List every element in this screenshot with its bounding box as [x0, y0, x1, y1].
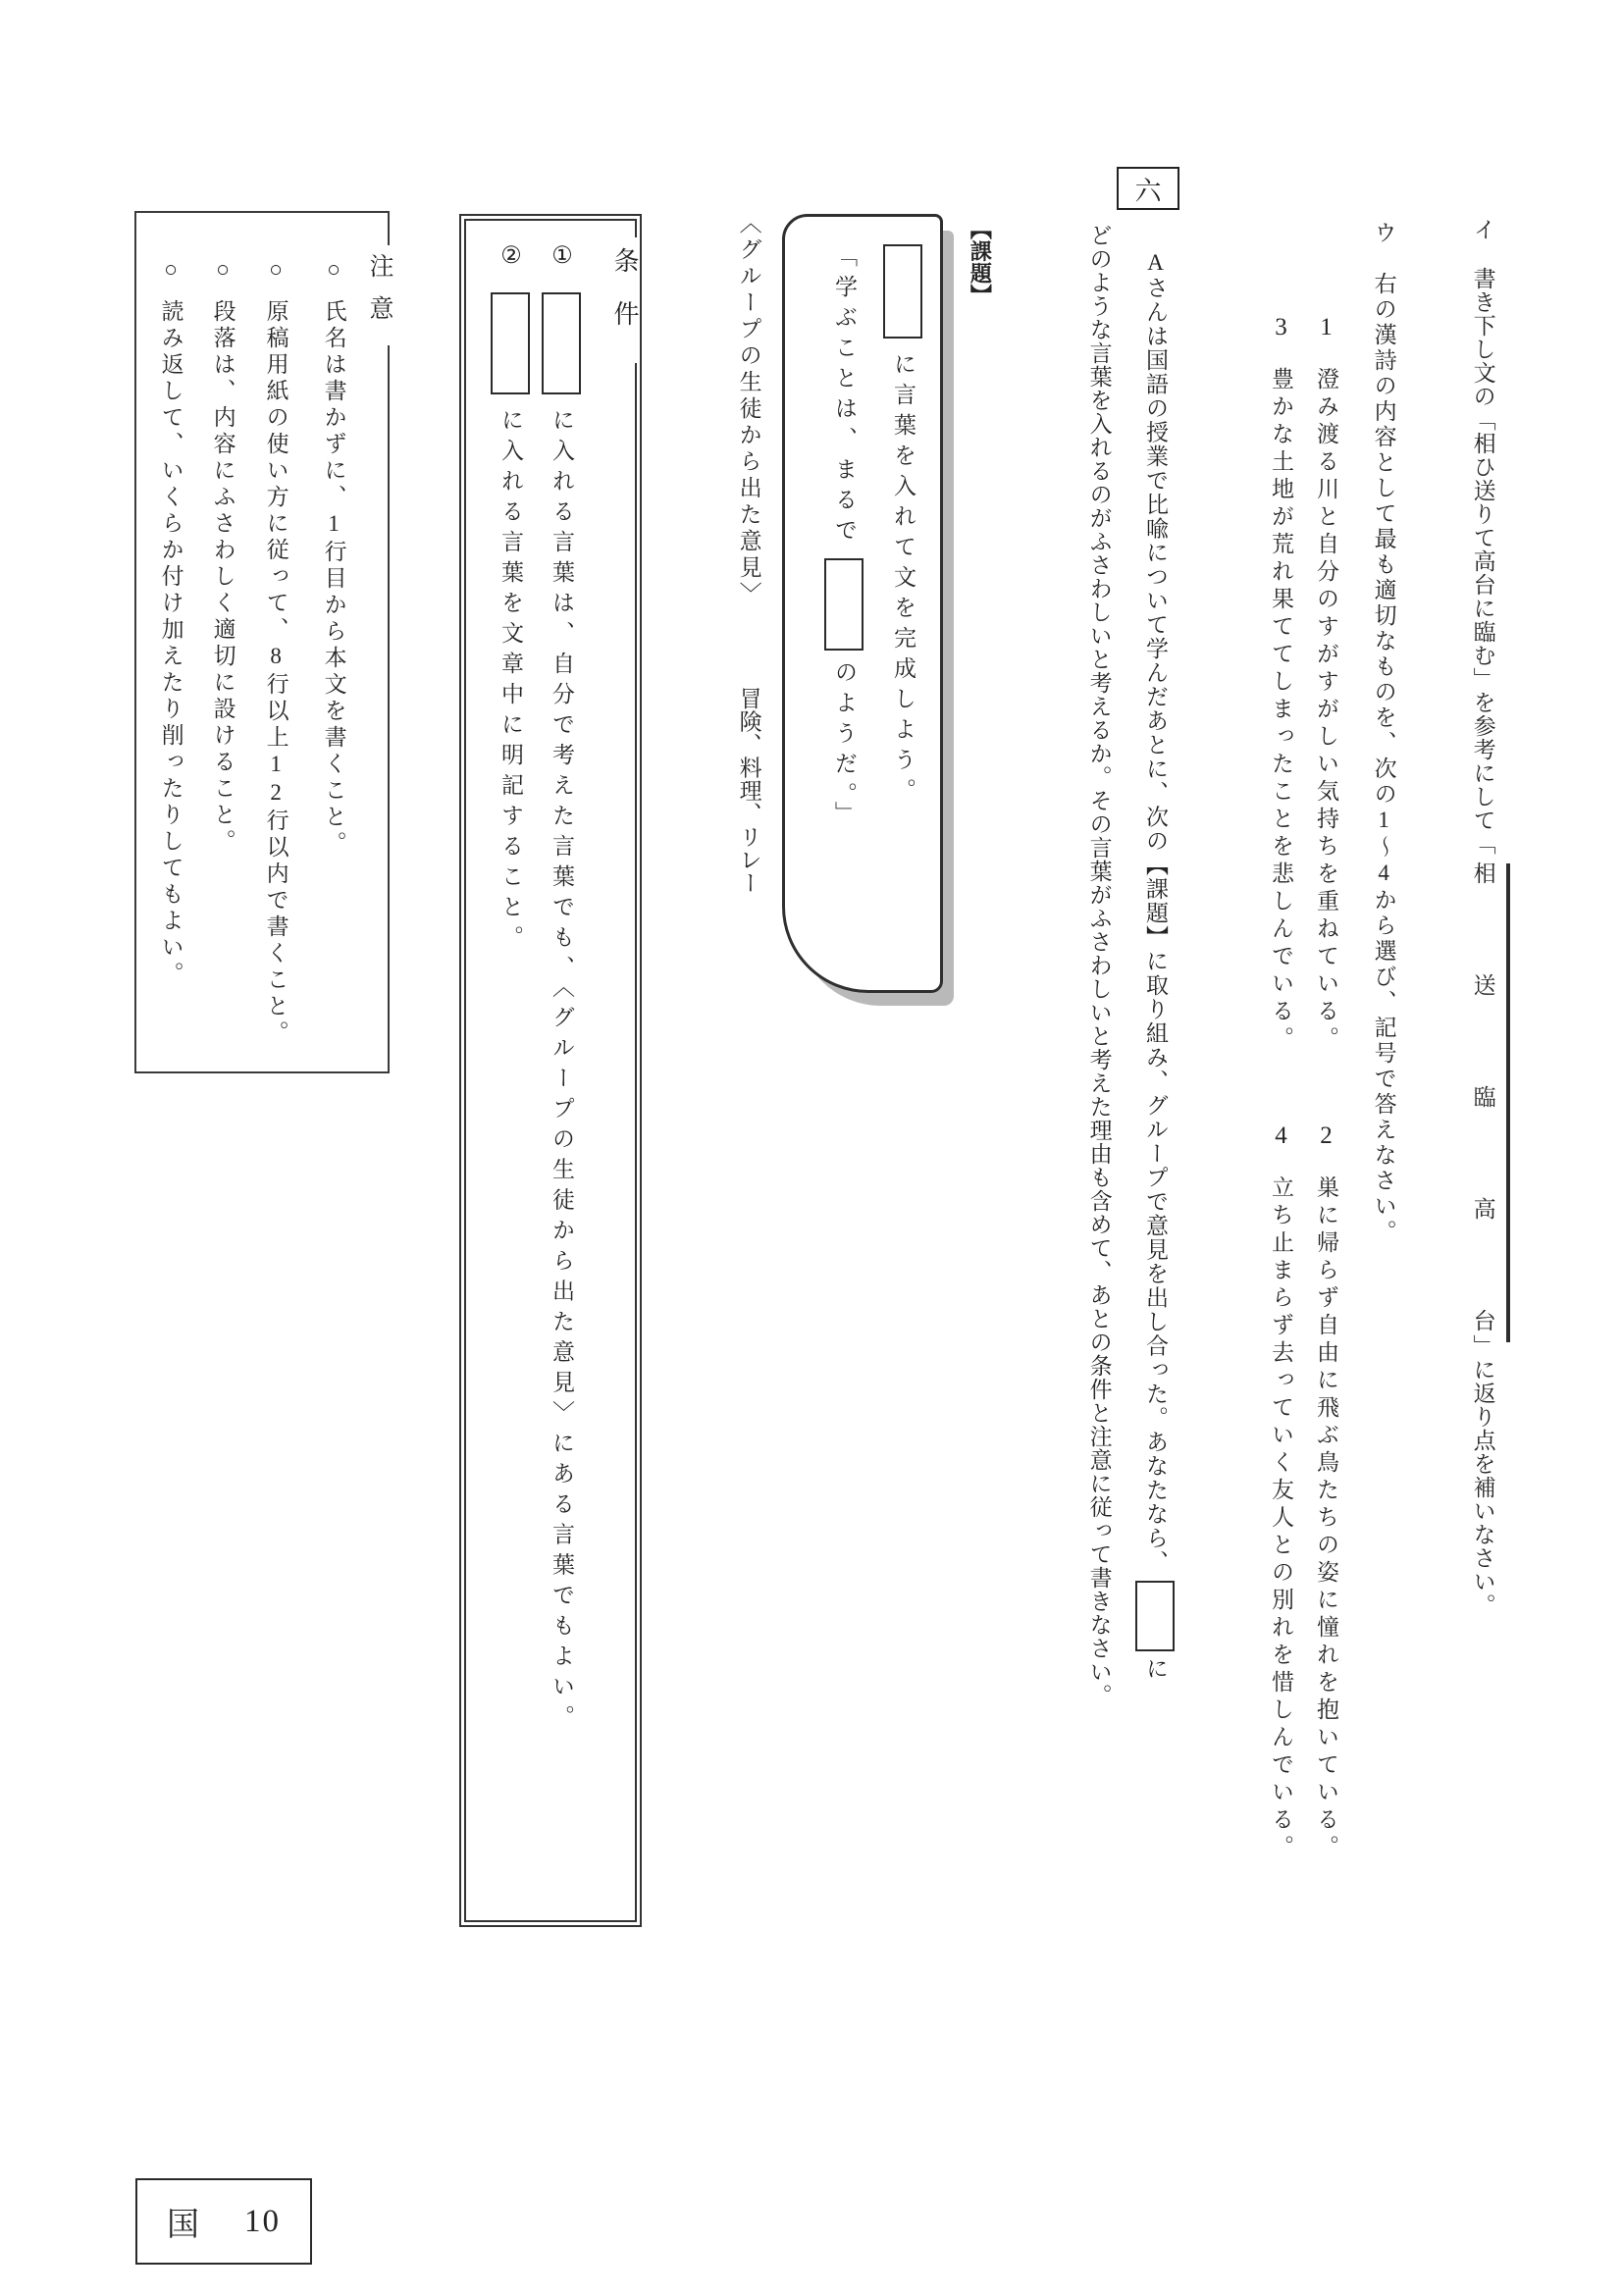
- note-item-3: ○段落は、内容にふさわしく適切に設けること。: [210, 257, 236, 856]
- choice-1-text: 澄み渡る川と自分のすがすがしい気持ちを重ねている。: [1314, 367, 1338, 1054]
- intro-line-2-text: どのような言葉を入れるのがふさわしいと考えるか。その言葉がふさわしいと考えた理由も含めて、あとの条件と注意に従って書きなさい。: [1086, 224, 1112, 1707]
- conditions-title: 条件: [608, 237, 640, 363]
- kanbun-close-bracket: 」: [1470, 1334, 1495, 1358]
- choice-4-number: 4: [1268, 1122, 1294, 1154]
- note-bullet: ○: [263, 257, 288, 286]
- kanbun-guide-rule: [1506, 863, 1510, 1342]
- kanbun-char: 送: [1470, 973, 1495, 997]
- kadai-label: 【課題】: [968, 218, 993, 306]
- kadai-line-1-text: に言葉を入れて文を完成しよう。: [891, 352, 916, 809]
- intro-line-1: [1135, 250, 1175, 1681]
- notes-title: 注意: [365, 245, 393, 345]
- condition-1-number: ①: [549, 241, 574, 277]
- choice-2-text: 巣に帰らず自由に飛ぶ鳥たちの姿に憧れを抱いている。: [1314, 1175, 1338, 1862]
- choice-3-number: 3: [1268, 314, 1294, 345]
- question-u: [1370, 221, 1397, 1245]
- kadai-box: [782, 214, 943, 993]
- kanbun-char: 臨: [1470, 1085, 1495, 1109]
- question-i-text-after: に返り点を補いなさい。: [1470, 1358, 1495, 1617]
- choice-column-3-4: [1266, 314, 1295, 1862]
- question-u-label: ウ: [1371, 221, 1396, 246]
- kadai-line-1: [883, 240, 922, 809]
- subject-label: 国: [167, 2207, 199, 2243]
- opinions-heading: 〈グループの生徒から出た意見〉: [736, 211, 761, 608]
- question-u-text: 右の漢詩の内容として最も適切なものを、次の1〜4から選び、記号で答えなさい。: [1371, 272, 1396, 1245]
- question-i-label: イ: [1470, 218, 1495, 241]
- kanbun-char: 台: [1470, 1309, 1495, 1332]
- condition-2-text: に入れる言葉を文章中に明記すること。: [498, 408, 523, 956]
- kanbun-open-bracket: 「: [1470, 832, 1495, 856]
- section-six-number: 六: [1134, 176, 1162, 206]
- kanbun-char: 相: [1470, 861, 1495, 885]
- page-number: 10: [244, 2203, 281, 2239]
- kadai-line-2-after: のようだ。」: [832, 660, 857, 832]
- intro-line-1-tail: に: [1143, 1656, 1168, 1681]
- choice-4-text: 立ち止まらず去っていく友人との別れを惜しんでいる。: [1269, 1175, 1293, 1862]
- blank-box-condition-1: [542, 292, 581, 394]
- footer-page-box: [135, 2178, 312, 2265]
- condition-2: [491, 241, 530, 956]
- intro-line-2: [1085, 224, 1113, 1707]
- blank-box-intro: [1135, 1581, 1175, 1651]
- condition-2-number: ②: [497, 241, 523, 277]
- question-i-text: 書き下し文の「相ひ送りて高台に臨む」を参考にして: [1470, 267, 1495, 832]
- condition-1: [542, 241, 581, 1736]
- blank-box-condition-2: [491, 292, 530, 394]
- choice-3-text: 豊かな土地が荒れ果ててしまったことを悲しんでいる。: [1269, 367, 1293, 1054]
- note-bullet: ○: [158, 257, 183, 286]
- blank-box-kadai-1: [883, 244, 922, 339]
- choice-column-1-2: [1311, 314, 1340, 1862]
- note-bullet: ○: [321, 257, 346, 286]
- section-six-number-box: [1117, 167, 1179, 210]
- note-item-2: ○原稿用紙の使い方に従って、8行以上12行以内で書くこと。: [263, 257, 288, 1047]
- intro-line-1-text: Aさんは国語の授業で比喩について学んだあとに、次の【課題】に取り組み、グループで意見を出し合った。あなたなら、: [1143, 250, 1168, 1575]
- opinions-list: 冒険、料理、リレー: [736, 687, 761, 895]
- blank-box-kadai-2: [824, 558, 864, 651]
- kadai-line-2-before: 「学ぶことは、まるで: [832, 244, 857, 548]
- question-i: [1469, 218, 1496, 1617]
- choice-1-number: 1: [1313, 314, 1339, 345]
- note-item-4: ○読み返して、いくらか付け加えたり削ったりしてもよい。: [158, 257, 183, 988]
- kadai-line-2: [824, 244, 864, 832]
- condition-1-text: に入れる言葉は、自分で考えた言葉でも、〈グループの生徒から出た意見〉にある言葉でもよい。: [550, 408, 574, 1736]
- kanbun-char: 高: [1470, 1197, 1495, 1221]
- choice-2-number: 2: [1313, 1122, 1339, 1154]
- note-bullet: ○: [210, 257, 236, 286]
- note-item-1: ○氏名は書かずに、1行目から本文を書くこと。: [321, 257, 346, 858]
